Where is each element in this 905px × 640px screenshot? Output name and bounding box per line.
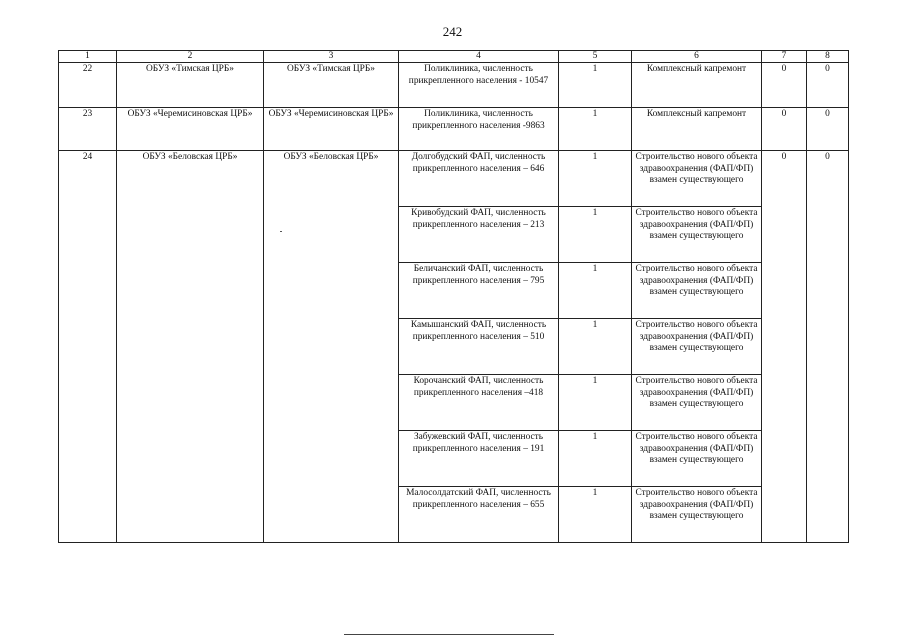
bottom-rule (344, 634, 554, 635)
count-cell: 1 (559, 63, 632, 108)
object-cell: Камышанский ФАП, численность прикрепленного населения – 510 (399, 319, 559, 375)
count-cell: 1 (559, 319, 632, 375)
count-cell: 1 (559, 487, 632, 543)
page-number: 242 (442, 24, 463, 39)
count-cell: 1 (559, 151, 632, 207)
row-number: 22 (59, 63, 117, 108)
row-number: 24 (59, 151, 117, 543)
column-number: 1 (59, 51, 117, 63)
work-type-cell: Комплексный капремонт (632, 63, 762, 108)
work-type-cell: Строительство нового объекта здравоохранения (ФАП/ФП) взамен существующего (632, 263, 762, 319)
column-number: 6 (632, 51, 762, 63)
col8-value: 0 (807, 151, 849, 543)
count-cell: 1 (559, 207, 632, 263)
object-cell: Кривобудский ФАП, численность прикрепленного населения – 213 (399, 207, 559, 263)
col8-value: 0 (807, 108, 849, 151)
count-cell: 1 (559, 108, 632, 151)
object-cell: Поликлиника, численность прикрепленного населения - 10547 (399, 63, 559, 108)
column-number: 4 (399, 51, 559, 63)
row-number: 23 (59, 108, 117, 151)
object-cell: Забужевский ФАП, численность прикрепленного населения – 191 (399, 431, 559, 487)
work-type-cell: Строительство нового объекта здравоохранения (ФАП/ФП) взамен существующего (632, 207, 762, 263)
column-number: 5 (559, 51, 632, 63)
col7-value: 0 (762, 151, 807, 543)
work-type-cell: Строительство нового объекта здравоохранения (ФАП/ФП) взамен существующего (632, 487, 762, 543)
count-cell: 1 (559, 375, 632, 431)
organization-cell: ОБУЗ «Черемисиновская ЦРБ» (117, 108, 264, 151)
work-type-cell: Комплексный капремонт (632, 108, 762, 151)
work-type-cell: Строительство нового объекта здравоохранения (ФАП/ФП) взамен существующего (632, 431, 762, 487)
customer-cell: ОБУЗ «Тимская ЦРБ» (264, 63, 399, 108)
work-type-cell: Строительство нового объекта здравоохранения (ФАП/ФП) взамен существующего (632, 375, 762, 431)
table-row (59, 151, 849, 207)
object-cell: Корочанский ФАП, численность прикрепленного населения –418 (399, 375, 559, 431)
organization-cell: ОБУЗ «Беловская ЦРБ» (117, 151, 264, 543)
scan-speck (280, 231, 282, 232)
data-table (58, 50, 849, 543)
object-cell: Беличанский ФАП, численность прикрепленного населения – 795 (399, 263, 559, 319)
work-type-cell: Строительство нового объекта здравоохранения (ФАП/ФП) взамен существующего (632, 319, 762, 375)
col8-value: 0 (807, 63, 849, 108)
count-cell: 1 (559, 431, 632, 487)
customer-cell: ОБУЗ «Беловская ЦРБ» (264, 151, 399, 543)
column-number: 8 (807, 51, 849, 63)
object-cell: Долгобудский ФАП, численность прикрепленного населения – 646 (399, 151, 559, 207)
table-row (59, 108, 849, 151)
customer-cell: ОБУЗ «Черемисиновская ЦРБ» (264, 108, 399, 151)
table-row (59, 63, 849, 108)
col7-value: 0 (762, 108, 807, 151)
col7-value: 0 (762, 63, 807, 108)
column-number: 2 (117, 51, 264, 63)
organization-cell: ОБУЗ «Тимская ЦРБ» (117, 63, 264, 108)
column-number-row (59, 51, 849, 63)
column-number: 3 (264, 51, 399, 63)
object-cell: Малосолдатский ФАП, численность прикрепленного населения – 655 (399, 487, 559, 543)
work-type-cell: Строительство нового объекта здравоохранения (ФАП/ФП) взамен существующего (632, 151, 762, 207)
object-cell: Поликлиника, численность прикрепленного населения -9863 (399, 108, 559, 151)
count-cell: 1 (559, 263, 632, 319)
column-number: 7 (762, 51, 807, 63)
